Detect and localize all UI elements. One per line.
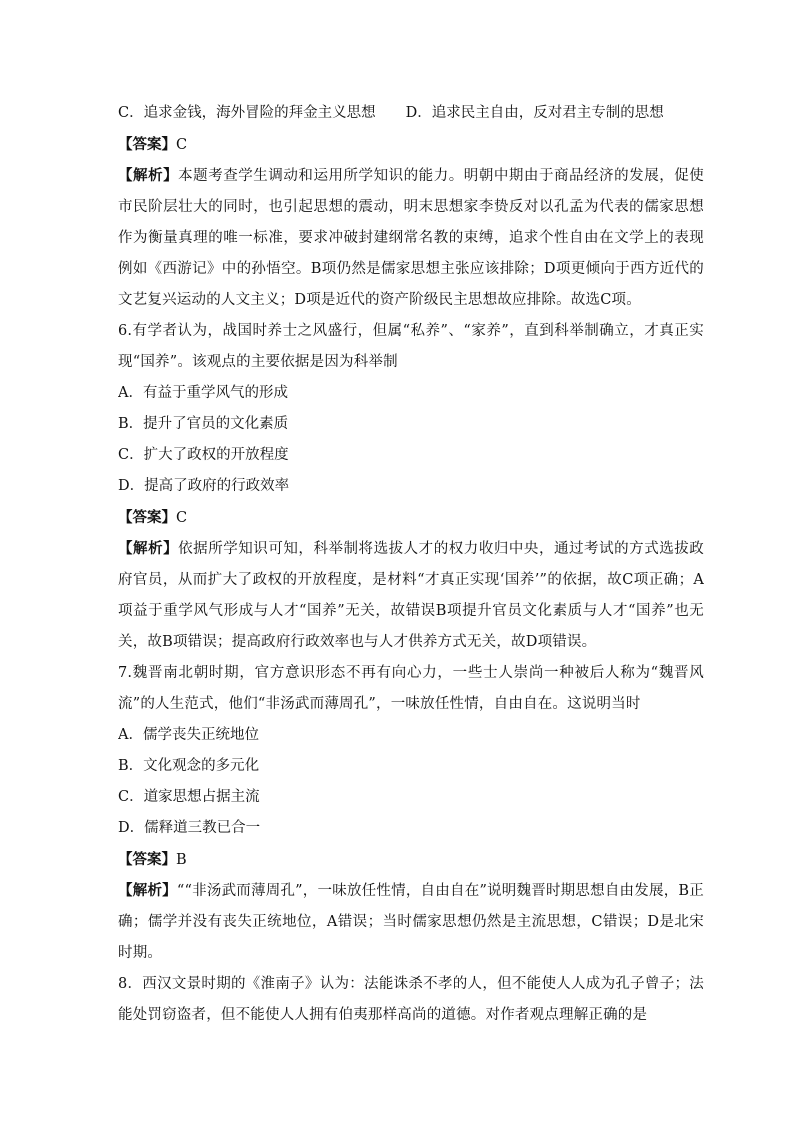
answer-value: C (176, 510, 188, 526)
q7-answer (118, 844, 704, 875)
q5-options-cd (118, 98, 704, 129)
q7-option-d: D．儒释道三教已合一 (118, 820, 261, 836)
analysis-tag: 【解析】 (118, 540, 179, 557)
q5-answer (118, 129, 704, 160)
answer-value: C (176, 137, 188, 153)
q5-option-c: C．追求金钱，海外冒险的拜金主义思想 (118, 105, 376, 121)
q6-answer (118, 502, 704, 533)
q7-analysis (118, 875, 704, 969)
q7-stem: 7.魏晋南北朝时期，官方意识形态不再有向心力，一些士人崇尚一种被后人称为“魏晋风流”的人生范式，他们“非汤武而薄周孔”，一味放任性情，自由自在。这说明当时 (118, 665, 704, 712)
analysis-tag: 【解析】 (118, 882, 177, 899)
answer-tag: 【答案】 (118, 136, 176, 153)
q6-option-a: A．有益于重学风气的形成 (118, 385, 288, 401)
analysis-text: ““非汤武而薄周孔”，一味放任性情，自由自在”说明魏晋时期思想自由发展，B正确；儒学并没有丧失正统地位，A错误；当时儒家思想仍然是主流思想，C错误；D是北宋时期。 (118, 883, 704, 961)
q7-option-b: B．文化观念的多元化 (118, 758, 260, 774)
analysis-text: 依据所学知识可知，科举制将选拔人才的权力收归中央，通过考试的方式选拔政府官员，从而扩大了政权的开放程度，是材料“才真正实现‘国养’”的依据，故C项正确；A项益于重学风气形成与人才“国养”无关，故错误B项提升官员文化素质与人才“国养”也无关，故B项错误；提高政府行政效率也与人才供养方式无关，故D项错误。 (118, 541, 704, 650)
q6-option-b: B．提升了官员的文化素质 (118, 416, 289, 432)
q6-stem: 6.有学者认为，战国时养士之风盛行，但属“私养”、“家养”，直到科举制确立，才真正实现“国养”。该观点的主要依据是因为科举制 (118, 323, 704, 370)
analysis-tag: 【解析】 (118, 167, 179, 184)
q6-option-d: D．提高了政府的行政效率 (118, 478, 290, 494)
document-page (118, 98, 704, 1031)
q6-analysis (118, 533, 704, 658)
analysis-text: 本题考查学生调动和运用所学知识的能力。明朝中期由于商品经济的发展，促使市民阶层壮大的同时，也引起思想的震动，明末思想家李贽反对以孔孟为代表的儒家思想作为衡量真理的唯一标准，要求冲破封建纲常名教的束缚，追求个性自由在文学上的表现例如《西游记》中的孙悟空。B项仍然是儒家思想主张应该排除；D项更倾向于西方近代的文艺复兴运动的人文主义；D项是近代的资产阶级民主思想故应排除。故选C项。 (118, 168, 704, 308)
q7-option-a: A．儒学丧失正统地位 (118, 727, 259, 743)
q7-option-c: C．道家思想占据主流 (118, 789, 260, 805)
answer-value: B (176, 852, 187, 868)
q8-stem: 8．西汉文景时期的《淮南子》认为：法能诛杀不孝的人，但不能使人人成为孔子曾子；法能处罚窃盗者，但不能使人人拥有伯夷那样高尚的道德。对作者观点理解正确的是 (118, 976, 704, 1023)
q5-analysis (118, 160, 704, 316)
q5-option-d: D．追求民主自由，反对君主专制的思想 (405, 105, 664, 121)
answer-tag: 【答案】 (118, 851, 176, 868)
q6-option-c: C．扩大了政权的开放程度 (118, 447, 289, 463)
answer-tag: 【答案】 (118, 509, 176, 526)
